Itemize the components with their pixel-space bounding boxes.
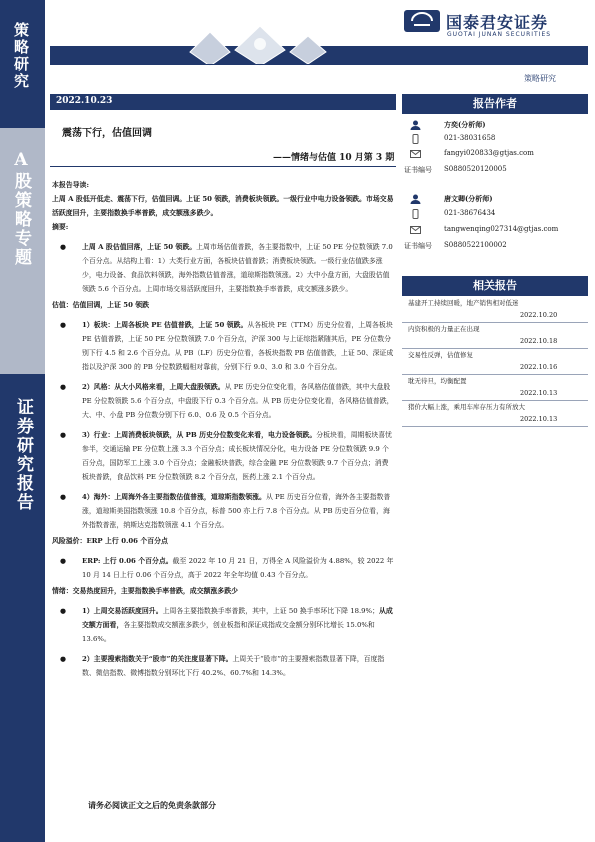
abstract-label: 摘要:: [52, 223, 69, 231]
section-heading: 情绪：交易热度回升，主要指数换手率普跌，成交额涨多跌少: [52, 587, 239, 595]
logo-subtext: GUOTAI JUNAN SECURITIES: [447, 31, 552, 38]
authors-header: 报告作者: [402, 94, 588, 114]
bullet-icon: ●: [60, 243, 67, 251]
related-report-title[interactable]: 基建开工持续回暖，地产销售相对低迷: [408, 299, 519, 307]
report-category: 策略研究: [524, 74, 556, 83]
cert-number: S0880522100002: [444, 241, 507, 249]
guide-label: 本报告导读:: [52, 181, 89, 189]
section-heading: 风险溢价：ERP 上行 0.06 个百分点: [52, 537, 168, 545]
related-report-title[interactable]: 交易性反弹，估值修复: [408, 351, 473, 359]
related-report-date: 2022.10.13: [520, 389, 558, 397]
email-icon: [410, 225, 421, 235]
list-item: ● 上周 A 股估值回落，上证 50 领跌。上周市场估值普跌，各主要指数中，上证 50 PE 分位数领跌 7.0 个百分点。从结构上看：1）大类行业方面，各板块估值普跌；消费板块领跌。一级行业估值跌多涨少，电力设备、食品饮料领跌，海外指数估值普涨，道琼斯指数领涨。2）大中小盘方面，大盘股估值领跌 5.6 个百分点。上周市场交易活跃度回升，主要指数换手率普跌，成交额涨多跌少。: [52, 240, 395, 296]
related-report-title[interactable]: 耽无待旦，均衡配置: [408, 377, 467, 385]
related-header: 相关报告: [402, 276, 588, 296]
sidebar-mid-label: A股策略专题: [11, 150, 31, 267]
guide-text: 上周 A 股低开低走、震荡下行，估值回调。上证 50 领跌，消费板块领跌。一级行业中电力设备领跌。市场交易活跃度回升，主要指数换手率普跌，成交额涨多跌少。: [52, 195, 394, 217]
disclaimer-footer: 请务必阅读正文之后的免责条款部分: [88, 800, 216, 810]
related-report-date: 2022.10.16: [520, 363, 558, 371]
logo-text: 国泰君安证券: [446, 13, 549, 32]
bullet-icon: ●: [60, 655, 67, 663]
main-content: [52, 178, 395, 680]
cert-number: S0880520120005: [444, 165, 507, 173]
phone-icon: [410, 209, 421, 219]
person-icon: [410, 120, 421, 130]
section-heading: 估值：估值回调，上证 50 领跌: [52, 301, 150, 309]
bullet-icon: ●: [60, 493, 67, 501]
author-name: 唐文卿(分析师): [444, 194, 493, 203]
author-email[interactable]: fangyi020833@gtjas.com: [444, 149, 534, 157]
divider: [402, 348, 588, 349]
related-report-date: 2022.10.20: [520, 311, 558, 319]
bullet-icon: ●: [60, 557, 67, 565]
sidebar-top-label: 策略研究: [12, 22, 30, 90]
related-report-date: 2022.10.18: [520, 337, 558, 345]
list-item: ● 4）海外：上周海外各主要指数估值普涨，道琼斯指数领涨。从 PE 历史百分位看，海外各主要指数普涨，道琼斯美国指数领涨 10.8 个百分点，标普 500 亦上行 7.8 个百分点。从 PB 历史百分位看，海外指数普涨，纳斯达克指数领涨 4.1 个百分点。: [52, 490, 395, 532]
author-phone: 021-38676434: [444, 209, 496, 217]
author-phone: 021-38031658: [444, 134, 496, 142]
author-name: 方奕(分析师): [444, 120, 486, 129]
related-report-title[interactable]: 猪价大幅上涨，乘用车库存压力有所放大: [408, 403, 525, 411]
report-date: 2022.10.23: [56, 96, 113, 106]
phone-icon: [410, 134, 421, 144]
list-item: ● ERP: 上行 0.06 个百分点。截至 2022 年 10 月 21 日，万得全 A 风险溢价为 4.88%，较 2022 年 10 月 14 日上行 0.06 个百分点，高于 2022 年全年均值 0.43 个百分点。: [52, 554, 395, 582]
bullet-icon: ●: [60, 383, 67, 391]
person-icon: [410, 194, 421, 204]
report-title: 震荡下行，估值回调: [62, 128, 152, 139]
divider: [402, 322, 588, 323]
bullet-icon: ●: [60, 321, 67, 329]
author-email[interactable]: tangwenqing027314@gtjas.com: [444, 225, 559, 233]
report-series: ——情绪与估值 10 月第 3 期: [273, 153, 395, 163]
list-item: ● 2）主要搜索指数关于“股市”的关注度显著下降。上周关于“股市”的主要搜索指数显著下降，百度指数、微信指数、微博指数分别环比下行 40.2%、60.7%和 14.3%。: [52, 652, 395, 680]
sidebar-bottom-label: 证券研究报告: [13, 398, 33, 512]
logo-mark: [404, 10, 440, 32]
bullet-icon: ●: [60, 431, 67, 439]
list-item: ● 1）上周交易活跃度回升。上周各主要指数换手率普跌，其中，上证 50 换手率环比下降 18.9%；从成交额方面看，各主要指数成交额涨多跌少，创业板指和深证成指成交金额分别环比增长 15.0%和 13.6%。: [52, 604, 395, 646]
email-icon: [410, 149, 421, 159]
cert-label: 证书编号: [404, 166, 432, 174]
bullet-icon: ●: [60, 607, 67, 615]
list-item: ● 3）行业：上周消费板块领跌，从 PB 历史分位数变化来看，电力设备领跌。分板块看，周期板块喜忧参半，交通运输 PE 分位数上涨 3.3 个百分点；成长板块情况分化，电力设备 PE 分位数领跌 9.9 个百分点，国防军工上涨 3.0 个百分点；金融板块普跌，综合金融 PE 分位数领跌 9.7 个百分点；消费板块普跌，食品饮料 PE 分位数领跌 8.2 个百分点，医药上涨 2.1 个百分点。: [52, 428, 395, 484]
cert-label: 证书编号: [404, 242, 432, 250]
related-report-title[interactable]: 内资积极的力量正在出现: [408, 325, 480, 333]
divider: [402, 374, 588, 375]
list-item: ● 2）风格：从大小风格来看，上周大盘股领跌。从 PE 历史分位变化看，各风格估值普跌，其中大盘股 PE 分位数领跌 5.6 个百分点，中盘股下行 0.3 个百分点。从 PB 历史分位变化看，各风格估值普跌，大、中、小盘 PB 分位数分别下行 6.0、0.6 及 0.5 个百分点。: [52, 380, 395, 422]
title-rule: [50, 166, 396, 167]
divider: [402, 400, 588, 401]
diamond-decoration: [180, 22, 330, 67]
list-item: ● 1）板块：上周各板块 PE 估值普跌，上证 50 领跌。从各板块 PE（TTM）历史分位看，上周各板块 PE 估值普跌，上证 50 PE 分位数领跌 7.0 个百分点，沪深 300 与上证综指紧随其后，PE 分位数分别下行 4.5 和 2.6 个百分点。从 PB（LF）历史分位看，各板块指数 PB 估值普跌，上证 50、深证成指以及沪深 300 的 PB 分位数跌幅相对靠前，分别下行 9.0、3.0 和 3.0 个百分点。: [52, 318, 395, 374]
related-report-date: 2022.10.13: [520, 415, 558, 423]
divider: [402, 426, 588, 427]
header-rule: [50, 64, 588, 65]
